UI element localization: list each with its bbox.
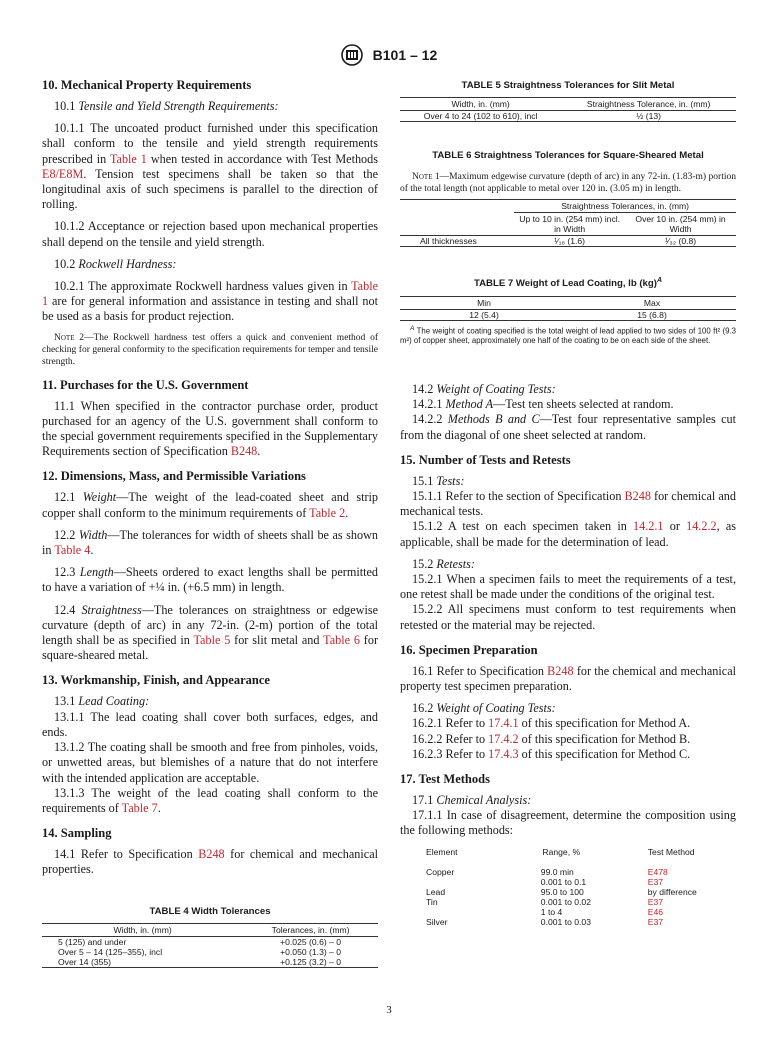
para-17-1-1: 17.1.1 In case of disagreement, determine the composition using the following methods: [400,808,736,838]
section-17-title: 17. Test Methods [400,772,490,787]
section-15-title: 15. Number of Tests and Retests [400,452,571,467]
table-7-link[interactable]: Table 7 [121,800,158,815]
methods-cell: Copper [426,866,455,877]
e46-link[interactable]: E46 [647,906,664,917]
b248-link[interactable]: B248 [230,444,258,459]
e37-link[interactable]: E37 [647,916,664,927]
right-column [400,78,736,927]
section-12-title: 12. Dimensions, Mass, and Permissible Variations [42,469,306,484]
para-17-1: 17.1 Chemical Analysis: [412,793,532,808]
methods-cell: 0.001 to 0.03 [540,916,591,927]
methods-cell: Silver [426,916,448,927]
table-4-link[interactable]: Table 4 [54,543,91,558]
ref-14-2-2-link[interactable]: 14.2.2 [686,519,717,534]
para-13-1-1: 13.1.1 The lead coating shall cover both surfaces, edges, and ends. [42,709,378,739]
table-6-group-header: Straightness Tolerances, in. (mm) [514,200,736,213]
para-14-2: 14.2 Weight of Coating Tests: [412,381,556,396]
para-16-2-1: 16.2.1 Refer to 17.4.1 of this specification for Method A. [412,716,691,731]
methods-cell: Lead [426,886,446,897]
b248-link[interactable]: B248 [624,489,651,503]
table-7-header: Min [400,296,568,309]
e37-link[interactable]: E37 [647,876,664,887]
table-2-link[interactable]: Table 2 [309,505,346,520]
para-15-2-1: 15.2.1 When a specimen fails to meet the requirements of a test, one retest shall be made under the conditions of the original test. [400,572,736,602]
para-13-1-2: 13.1.2 The coating shall be smooth and free from pinholes, voids, or unwetted areas, but blemishes of a nature that do not interfere with the intended application are acceptable. [42,740,378,785]
table-6-header: Over 10 in. (254 mm) in Width [625,213,736,236]
page-number: 3 [386,1004,392,1016]
table-7-cell: 15 (6.8) [568,309,736,320]
para-10-1: 10.1 Tensile and Yield Strength Requirements: [54,99,279,113]
methods-header: Test Method [647,846,695,857]
table-6 [400,148,736,247]
para-13-1: 13.1 Lead Coating: [54,694,150,709]
para-16-2-3: 16.2.3 Refer to 17.4.3 of this specification for Method C. [412,746,691,761]
e37-link[interactable]: E37 [647,896,664,907]
section-13-title: 13. Workmanship, Finish, and Appearance [42,673,270,688]
e478-link[interactable]: E478 [647,866,668,877]
ref-17-4-3-link[interactable]: 17.4.3 [488,746,519,761]
table-5-cell: Over 4 to 24 (102 to 610), incl [400,111,561,122]
methods-cell: 95.0 to 100 [540,886,584,897]
para-12-2: 12.2 Width—The tolerances for width of sheets shall be as shown in Table 4. [42,527,378,558]
table-6-link[interactable]: Table 6 [323,633,360,648]
table-7-title: TABLE 7 Weight of Lead Coating, lb (kg)$^A$ [473,277,663,290]
para-14-1: 14.1 Refer to Specification B248 for chemical and mechanical properties. [42,847,378,877]
para-16-2: 16.2 Weight of Coating Tests: [412,701,556,716]
methods-cell: Tin [426,896,438,907]
methods-cell [400,877,501,887]
table-5-header: Straightness Tolerance, in. (mm) [561,98,736,111]
para-14-2-2: 14.2.2 Methods B and C—Test four representative samples cut from the diagonal of one sheet selected at random. [400,412,737,442]
table-4-header: Tolerances, in. (mm) [243,923,378,936]
table-6-cell: All thicknesses [400,236,514,247]
table-6-header: Up to 10 in. (254 mm) incl. in Width [514,213,625,236]
section-11-title: 11. Purchases for the U.S. Government [42,377,249,392]
astm-logo-icon [341,44,363,66]
b248-link[interactable]: B248 [198,847,225,862]
b248-link[interactable]: B248 [547,663,574,678]
para-15-1: 15.1 Tests: [412,473,465,488]
para-15-2-2: 15.2.2 All specimens must conform to test requirements when retested or the material may be rejected. [400,602,736,632]
table-6-title: TABLE 6 Straightness Tolerances for Square-Sheared Metal [432,150,704,162]
table-6-note: Note 1—Maximum edgewise curvature (depth of arc) in any 72-in. (1.83-m) portion of the total length (not applicable to metal over 120 in. (3.05 m) in length. [400,172,736,195]
table-5-cell: ½ (13) [561,111,736,122]
table-7 [400,273,736,346]
methods-cell: 0.001 to 0.1 [540,876,587,887]
para-10-2: 10.2 Rockwell Hardness: [54,256,177,271]
para-13-1-3: 13.1.3 The weight of the lead coating shall conform to the requirements of Table 7. [42,785,378,815]
methods-header: Element [426,846,458,857]
section-10-title: 10. Mechanical Property Requirements [42,78,252,92]
ref-17-4-1-link[interactable]: 17.4.1 [488,716,519,731]
para-14-2-1: 14.2.1 Method A—Test ten sheets selected at random. [412,397,674,412]
table-6-cell: ¹⁄₃₂ (0.8) [625,236,736,247]
test-methods-table [400,846,736,927]
section-14-title: 14. Sampling [42,826,112,841]
methods-cell: 0.001 to 0.02 [540,896,591,907]
table-1-link[interactable]: Table 1 [109,151,147,166]
methods-cell [400,907,501,917]
table-4 [42,904,378,968]
designation: B101 – 12 [372,47,438,63]
para-10-1-1: 10.1.1 The uncoated product furnished under this specification shall conform to the tensile and yield strength requirements prescribed in Table 1 when tested in accordance with Test Methods E8/E8M. Tension test specimens shall be taken so that the longitudinal axis of such specimens is parallel to the direction of rolling. [42,121,378,212]
e8-link[interactable]: E8/E8M [42,166,84,181]
ref-17-4-2-link[interactable]: 17.4.2 [488,731,519,746]
table-4-cell: Over 5 – 14 (125–355), incl [58,946,163,957]
table-4-title: TABLE 4 Width Tolerances [149,905,271,917]
left-column [42,78,378,968]
table-5 [400,78,736,122]
para-12-3: 12.3 Length—Sheets ordered to exact lengths shall be permitted to have a variation of +¼ in. (+6.5 mm) in length. [42,565,379,595]
table-7-footnote: $^A$ The weight of coating specified is the total weight of lead applied to two sides of 100 ft² (9.3 m²) of copper sheet, approximately one half of the coating to be on each side of the sheet. [400,324,736,346]
para-10-1-2: 10.1.2 Acceptance or rejection based upon mechanical properties shall depend on the tensile and yield strength. [42,219,378,249]
para-10-2-1: 10.2.1 The approximate Rockwell hardness values given in Table 1 are for general information and assistance in testing and shall not be used as a basis for product rejection. [42,279,378,324]
methods-header: Range, % [542,846,581,857]
methods-cell: by difference [647,886,697,897]
table-6-cell: ¹⁄₁₆ (1.6) [514,236,625,247]
table-5-title: TABLE 5 Straightness Tolerances for Slit Metal [461,80,675,91]
table-4-cell: 5 (125) and under [58,936,127,947]
table-4-header: Width, in. (mm) [42,923,243,936]
para-11-1: 11.1 When specified in the contractor purchase order, product purchased for an agency of the U.S. government shall conform to the special government requirements specified in the Supplementary Requirements section of Specification B248. [42,398,378,459]
table-1-link[interactable]: Table 1 [42,279,378,309]
table-4-cell: +0.050 (1.3) – 0 [280,946,342,957]
table-4-cell: +0.025 (0.6) – 0 [280,936,342,947]
para-12-1: 12.1 Weight—The weight of the lead-coated sheet and strip copper shall conform to the minimum requirements of Table 2. [42,490,379,520]
para-16-2-2: 16.2.2 Refer to 17.4.2 of this specification for Method B. [412,731,691,746]
ref-14-2-1-link[interactable]: 14.2.1 [633,519,664,534]
methods-cell: 99.0 min [540,866,574,877]
para-16-1: 16.1 Refer to Specification B248 for the chemical and mechanical property test specimen preparation. [400,663,736,694]
page-header [0,44,778,66]
table-7-cell: 12 (5.4) [400,309,568,320]
table-4-cell: +0.125 (3.2) – 0 [243,957,378,968]
para-15-1-2: 15.1.2 A test on each specimen taken in 14.2.1 or 14.2.2, as applicable, shall be made for the determination of lead. [400,519,736,549]
table-5-header: Width, in. (mm) [400,98,561,111]
table-4-cell: Over 14 (355) [42,957,243,968]
para-15-1-1: 15.1.1 Refer to the section of Specification B248 for chemical and mechanical tests. [400,489,736,519]
note-2: Note 2—The Rockwell hardness test offers a quick and convenient method of checking for general conformity to the specification requirements for temper and tensile strength. [42,332,378,367]
table-5-link[interactable]: Table 5 [193,633,231,648]
table-7-header: Max [568,296,736,309]
para-15-2: 15.2 Retests: [412,556,475,571]
section-16-title: 16. Specimen Preparation [400,642,538,657]
methods-cell: 1 to 4 [540,906,563,917]
para-12-4: 12.4 Straightness—The tolerances on straightness or edgewise curvature (depth of arc) in any 72-in. (2-m) portion of the total length shall be as specified in Table 5 for slit metal and Table 6 for square-sheared metal. [42,602,379,663]
